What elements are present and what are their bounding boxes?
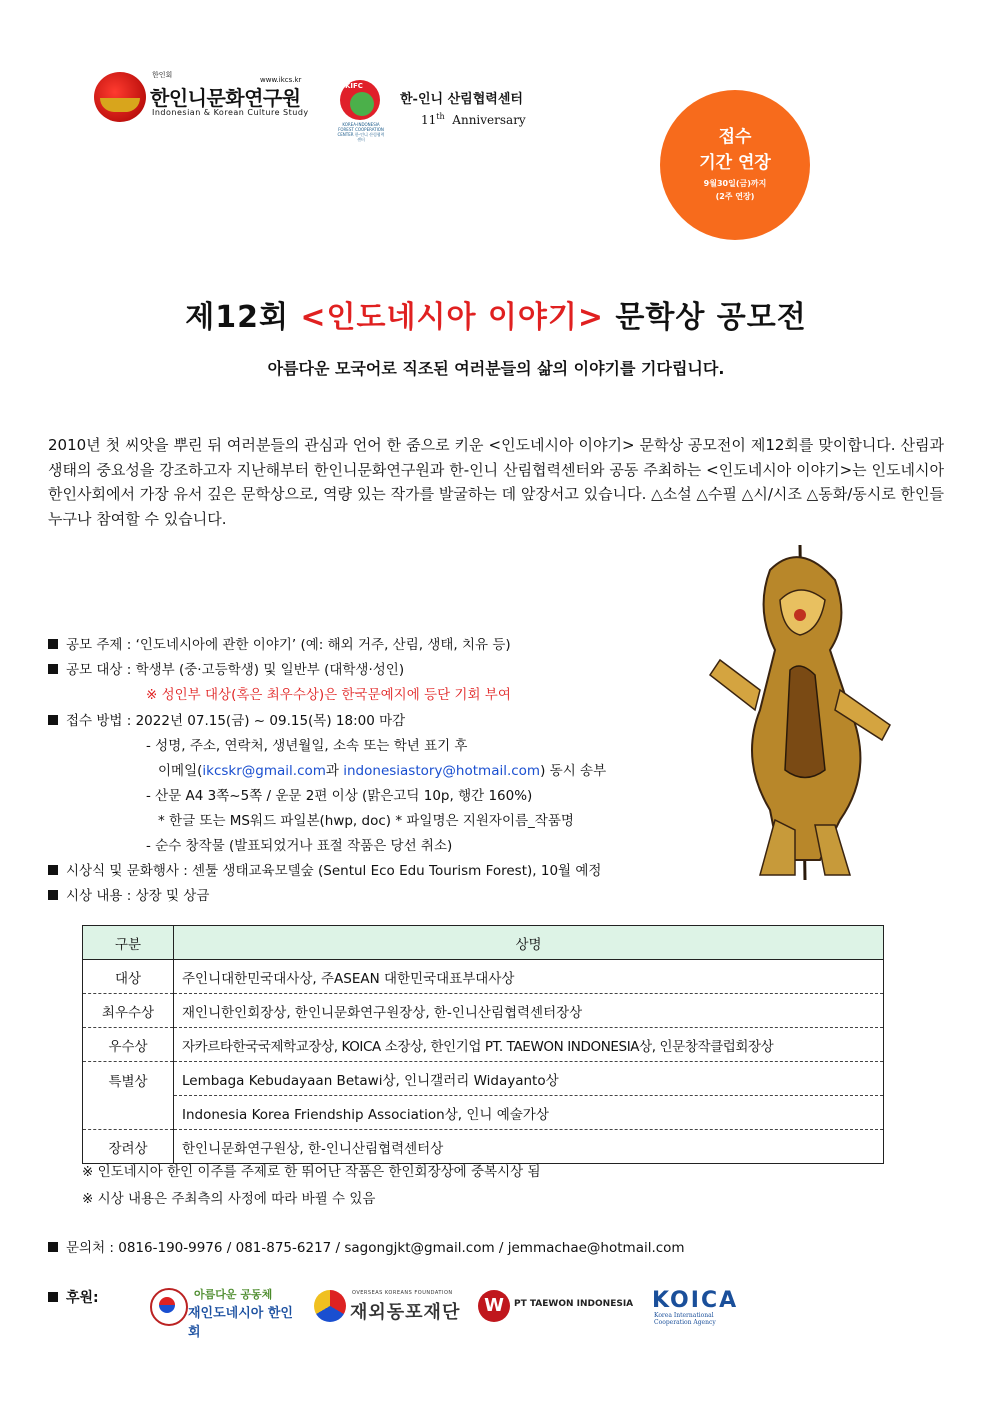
table-cell-category: 대상 bbox=[83, 960, 174, 994]
title-suffix: 문학상 공모전 bbox=[603, 300, 807, 335]
ceremony-line bbox=[48, 859, 601, 879]
badge-line1: 접수 bbox=[718, 127, 752, 147]
intro-paragraph: 2010년 첫 씨앗을 뿌린 뒤 여러분들의 관심과 언어 한 줌으로 키운 <인도네시아 이야기> 문학상 공모전이 제12회를 맞이합니다. 산림과 생태의 중요성을 강조하고자 지난해부터 한인니문화연구원과 한-인니 산림협력센터와 공동 주최하는 <인도네시아 이야기>는 인도네시아 한인사회에서 가장 유서 깊은 문학상으로, 역량 있는 작가를 발굴하는 데 앞장서고 있습니다. △소설 △수필 △시/시조 △동화/동시로 한인들 누구나 참여할 수 있습니다. bbox=[48, 436, 944, 528]
badge-line3: 9월30일(금)까지 bbox=[703, 179, 767, 188]
logo-small-text: 한인회 bbox=[152, 71, 173, 79]
page-title bbox=[0, 292, 992, 336]
subtitle: 아름다운 모국어로 직조된 여러분들의 삶의 이야기를 기다립니다. bbox=[267, 359, 725, 378]
sponsor1-name: 재인도네시아 한인회 bbox=[188, 1306, 293, 1340]
sponsor1-tagline: 아름다운 공동체 bbox=[194, 1288, 273, 1301]
target-text: 공모 대상 : 학생부 (중·고등학생) 및 일반부 (대학생·성인) bbox=[66, 662, 405, 678]
ikcs-emblem-icon bbox=[94, 72, 146, 122]
table-row bbox=[83, 1028, 884, 1062]
note-1: ※ 인도네시아 한인 이주를 주제로 한 뛰어난 작품은 한인회장상에 중복시상 됨 bbox=[82, 1164, 541, 1180]
sponsor3-name: PT TAEWON INDONESIA bbox=[514, 1299, 634, 1309]
table-cell-award: Indonesia Korea Friendship Association상, 인니 예술가상 bbox=[174, 1096, 884, 1130]
anniv-word: Anniversary bbox=[452, 113, 526, 127]
contact-line bbox=[48, 1236, 685, 1256]
bullet-square-icon bbox=[48, 1292, 58, 1302]
table-row bbox=[83, 960, 884, 994]
theme-line bbox=[48, 633, 511, 653]
table-header-category: 구분 bbox=[83, 926, 174, 960]
sponsor4-subtitle bbox=[654, 1312, 716, 1326]
sponsor-label bbox=[48, 1287, 99, 1307]
method-step-2 bbox=[158, 759, 606, 779]
email-mid: 과 bbox=[325, 763, 344, 779]
anniversary bbox=[421, 112, 526, 127]
method-step-4: * 한글 또는 MS워드 파일본(hwp, doc) * 파일명은 지원자이름_작품명 bbox=[158, 813, 574, 829]
sponsor2-english: OVERSEAS KOREANS FOUNDATION bbox=[352, 1290, 453, 1296]
theme-text: 공모 주제 : ‘인도네시아에 관한 이야기’ (예: 해외 거주, 산림, 생태, 치유 등) bbox=[66, 637, 511, 653]
method-text: 접수 방법 : 2022년 07.15(금) ~ 09.15(목) 18:00 마감 bbox=[66, 713, 406, 729]
note-2: ※ 시상 내용은 주최측의 사정에 따라 바뀔 수 있음 bbox=[82, 1191, 376, 1207]
contact-text: 문의처 : 0816-190-9976 / 081-875-6217 / sagongjkt@gmail.com / jemmachae@hotmail.com bbox=[66, 1240, 685, 1256]
bullet-square-icon bbox=[48, 890, 58, 900]
table-row bbox=[83, 1096, 884, 1130]
okf-emblem-icon bbox=[314, 1290, 346, 1322]
sponsor4-sub1: Korea International bbox=[654, 1312, 714, 1319]
badge-line4: (2주 연장) bbox=[715, 192, 755, 201]
bullet-square-icon bbox=[48, 664, 58, 674]
table-cell-award: 주인니대한민국대사상, 주ASEAN 대한민국대표부대사상 bbox=[174, 960, 884, 994]
table-cell-award: Lembaga Kebudayaan Betawi상, 인니갤러리 Widayanto상 bbox=[174, 1062, 884, 1096]
bullet-square-icon bbox=[48, 1242, 58, 1252]
sponsor4-name: KOICA bbox=[652, 1288, 739, 1313]
flag-icon bbox=[159, 1297, 175, 1313]
email-link-1[interactable]: ikcskr@gmail.com bbox=[202, 763, 326, 779]
email-link-2[interactable]: indonesiastory@hotmail.com bbox=[343, 763, 541, 779]
bullet-square-icon bbox=[48, 639, 58, 649]
anniv-suffix: th bbox=[436, 112, 445, 121]
sponsor-koica bbox=[652, 1282, 762, 1328]
table-row bbox=[83, 1130, 884, 1164]
center-title: 한-인니 산림협력센터 bbox=[400, 92, 523, 107]
awards-text: 시상 내용 : 상장 및 상금 bbox=[66, 888, 210, 904]
kifc-caption: KOREA-INDONESIA FOREST COOPERATION CENTER 한-인니 산림협력센터 bbox=[337, 122, 385, 142]
ceremony-text: 시상식 및 문화행사 : 센툴 생태교육모델숲 (Sentul Eco Edu Tourism Forest), 10월 예정 bbox=[66, 863, 602, 879]
awards-line bbox=[48, 884, 209, 904]
table-row bbox=[83, 994, 884, 1028]
target-line bbox=[48, 658, 404, 678]
kifc-logo bbox=[336, 80, 386, 150]
prize-table bbox=[82, 925, 884, 1164]
table-cell-category: 장려상 bbox=[83, 1130, 174, 1164]
sponsor-taewon bbox=[478, 1282, 638, 1328]
method-step-3: - 산문 A4 3쪽~5쪽 / 운문 2편 이상 (맑은고딕 10p, 행간 160%) bbox=[146, 788, 533, 804]
table-cell-category: 특별상 bbox=[83, 1062, 174, 1130]
kifc-mark-text: KIFC bbox=[345, 82, 363, 90]
bullet-square-icon bbox=[48, 715, 58, 725]
method-line bbox=[48, 709, 405, 729]
method-step-1: - 성명, 주소, 연락처, 생년월일, 소속 또는 학년 표기 후 bbox=[146, 738, 468, 754]
deadline-extension-badge bbox=[660, 90, 810, 240]
logo-url: www.ikcs.kr bbox=[260, 76, 302, 84]
table-row bbox=[83, 1062, 884, 1096]
sponsor4-sub2: Cooperation Agency bbox=[654, 1319, 716, 1326]
logo-name: 한인니문화연구원 bbox=[150, 86, 301, 110]
sponsor-okf bbox=[314, 1282, 464, 1328]
table-header-award: 상명 bbox=[174, 926, 884, 960]
title-prefix: 제12회 bbox=[185, 300, 301, 335]
bullet-square-icon bbox=[48, 865, 58, 875]
sponsor-korean-association bbox=[150, 1282, 300, 1340]
sponsor2-name: 재외동포재단 bbox=[350, 1302, 461, 1323]
title-highlight: <인도네시아 이야기> bbox=[300, 300, 604, 335]
logo-english-name: Indonesian & Korean Culture Study bbox=[152, 108, 309, 117]
table-cell-award: 자카르타한국국제학교장상, KOICA 소장상, 한인기업 PT. TAEWON INDONESIA상, 인문창작클럽회장상 bbox=[174, 1028, 884, 1062]
email-prefix: 이메일( bbox=[158, 763, 203, 779]
anniv-number: 11 bbox=[421, 113, 437, 127]
method-step-5: - 순수 창작물 (발표되었거나 표절 작품은 당선 취소) bbox=[146, 838, 453, 854]
ikcs-logo bbox=[94, 72, 324, 122]
table-header-row bbox=[83, 926, 884, 960]
table-cell-award: 재인니한인회장상, 한인니문화연구원장상, 한-인니산림협력센터장상 bbox=[174, 994, 884, 1028]
tree-icon bbox=[350, 92, 374, 116]
taewon-emblem-icon: W bbox=[478, 1290, 510, 1322]
table-cell-category: 우수상 bbox=[83, 1028, 174, 1062]
wayang-puppet-icon bbox=[700, 540, 900, 885]
table-cell-award: 한인니문화연구원상, 한-인니산림협력센터상 bbox=[174, 1130, 884, 1164]
badge-line2: 기간 연장 bbox=[699, 153, 771, 173]
email-post: ) 동시 송부 bbox=[540, 763, 607, 779]
sponsor-label-text: 후원: bbox=[66, 1290, 99, 1306]
table-cell-category: 최우수상 bbox=[83, 994, 174, 1028]
target-note: ※ 성인부 대상(혹은 최우수상)은 한국문예지에 등단 기회 부여 bbox=[146, 687, 511, 703]
